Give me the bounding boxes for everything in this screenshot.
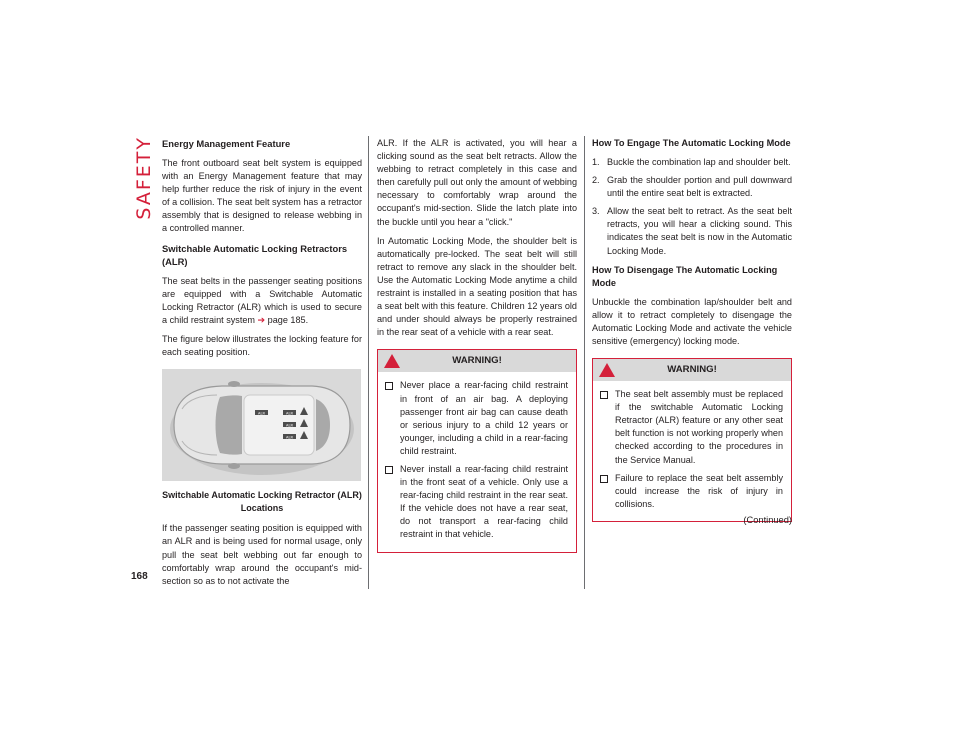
page-reference-link[interactable]: page 185. — [267, 314, 309, 325]
column-divider — [584, 136, 585, 589]
warning-item: Never install a rear-facing child restraint in the front seat of a vehicle. Only use a rear-facing child restraint in the rear seat. If the vehicle does not have a rear seat, do not transport a rear-facing child restraint in that vehicle. — [384, 463, 568, 542]
paragraph-passenger-alr: If the passenger seating position is equipped with an ALR and is being used for normal usage, only pull the seat belt webbing out far enough to comfortably wrap around the occupant's mid-section so as to not activate the — [162, 523, 362, 586]
paragraph-energy-management: The front outboard seat belt system is equipped with an Energy Management feature that may help further reduce the risk of injury in the event of a collision. The seat belt system has a retractor assembly that is designed to release webbing in a controlled manner. — [162, 158, 362, 234]
figure-caption: Switchable Automatic Locking Retractor (ALR) Locations — [162, 490, 362, 513]
checkbox-bullet-icon — [385, 466, 393, 474]
checkbox-bullet-icon — [385, 382, 393, 390]
warning-item: Never place a rear-facing child restraint in front of an air bag. A deploying passenger front air bag can cause death or serious injury to a child 12 years or younger, including a child in a rear-facing child restraint. — [384, 379, 568, 458]
warning-title: WARNING! — [667, 364, 717, 376]
list-item: 1. Buckle the combination lap and shoulder belt. — [592, 157, 791, 167]
checkbox-bullet-icon — [600, 475, 608, 483]
warning-header — [378, 350, 576, 372]
svg-text:ALR: ALR — [286, 435, 293, 440]
paragraph-alr-text: The seat belts in the passenger seating positions are equipped with a Switchable Automatic Locking Retractor (ALR) which is used to secure a child restraint system — [162, 275, 362, 325]
warning-header — [593, 359, 791, 381]
paragraph-alr-activated: ALR. If the ALR is activated, you will hear a clicking sound as the seat belt retracts. Allow the webbing to retract completely in this case and then carefully pull out only the amount of webbing necessary to comfortably wrap around the occupant's mid-section. Slide the latch plate into the buckle until you hear a "click." — [377, 138, 577, 227]
warning-title: WARNING! — [452, 355, 502, 367]
list-item: 2. Grab the shoulder portion and pull downward until the entire seat belt is extracted. — [592, 175, 792, 199]
heading-disengage: How To Disengage The Automatic Locking Mode — [592, 264, 778, 288]
engage-steps-list — [592, 156, 792, 258]
heading-engage: How To Engage The Automatic Locking Mode — [592, 138, 791, 148]
column-divider — [368, 136, 369, 589]
checkbox-bullet-icon — [600, 391, 608, 399]
warning-item: The seat belt assembly must be replaced if the switchable Automatic Locking Retractor (ALR) feature or any other seat belt function is not working properly when checked according to the procedures in the Service Manual. — [599, 388, 783, 467]
paragraph-automatic-locking-mode: In Automatic Locking Mode, the shoulder belt is automatically pre-locked. The seat belt will still retract to remove any slack in the shoulder belt. Use the Automatic Locking Mode anytime a child restraint is installed in a seating position that has a seat belt with this feature. Children 12 years old and under should always be properly restrained in the rear seat of a vehicle with a rear seat. — [377, 235, 577, 338]
warning-item: Failure to replace the seat belt assembly could increase the risk of injury in collisions. — [599, 472, 783, 511]
warning-box — [592, 358, 792, 522]
page-reference-arrow-icon: ➔ — [257, 314, 266, 325]
continued-label: (Continued) — [743, 515, 792, 525]
section-title: SAFETY — [133, 136, 155, 220]
heading-energy-management: Energy Management Feature — [162, 138, 291, 149]
list-item: 3. Allow the seat belt to retract. As the seat belt retracts, you will hear a clicking sound. This indicates the seat belt is now in the Automatic Locking Mode. — [592, 206, 792, 256]
paragraph-disengage: Unbuckle the combination lap/shoulder belt and allow it to retract completely to disengage the Automatic Locking Mode and activate the vehicle sensitive (emergency) locking mode. — [592, 296, 792, 346]
warning-triangle-icon — [599, 363, 615, 377]
page-number: 168 — [131, 571, 148, 582]
warning-box — [377, 349, 577, 552]
svg-text:ALR: ALR — [258, 411, 265, 416]
alr-locations-figure — [162, 369, 361, 481]
car-top-view-illustration — [162, 369, 361, 481]
heading-alr: Switchable Automatic Locking Retractors (ALR) — [162, 242, 348, 267]
paragraph-alr — [162, 275, 362, 327]
svg-text:ALR: ALR — [286, 423, 293, 428]
svg-text:ALR: ALR — [286, 411, 293, 416]
column-2 — [377, 137, 577, 553]
column-3 — [592, 137, 792, 522]
warning-triangle-icon — [384, 354, 400, 368]
column-1 — [162, 137, 362, 594]
paragraph-figure-intro: The figure below illustrates the locking feature for each seating position. — [162, 333, 362, 358]
